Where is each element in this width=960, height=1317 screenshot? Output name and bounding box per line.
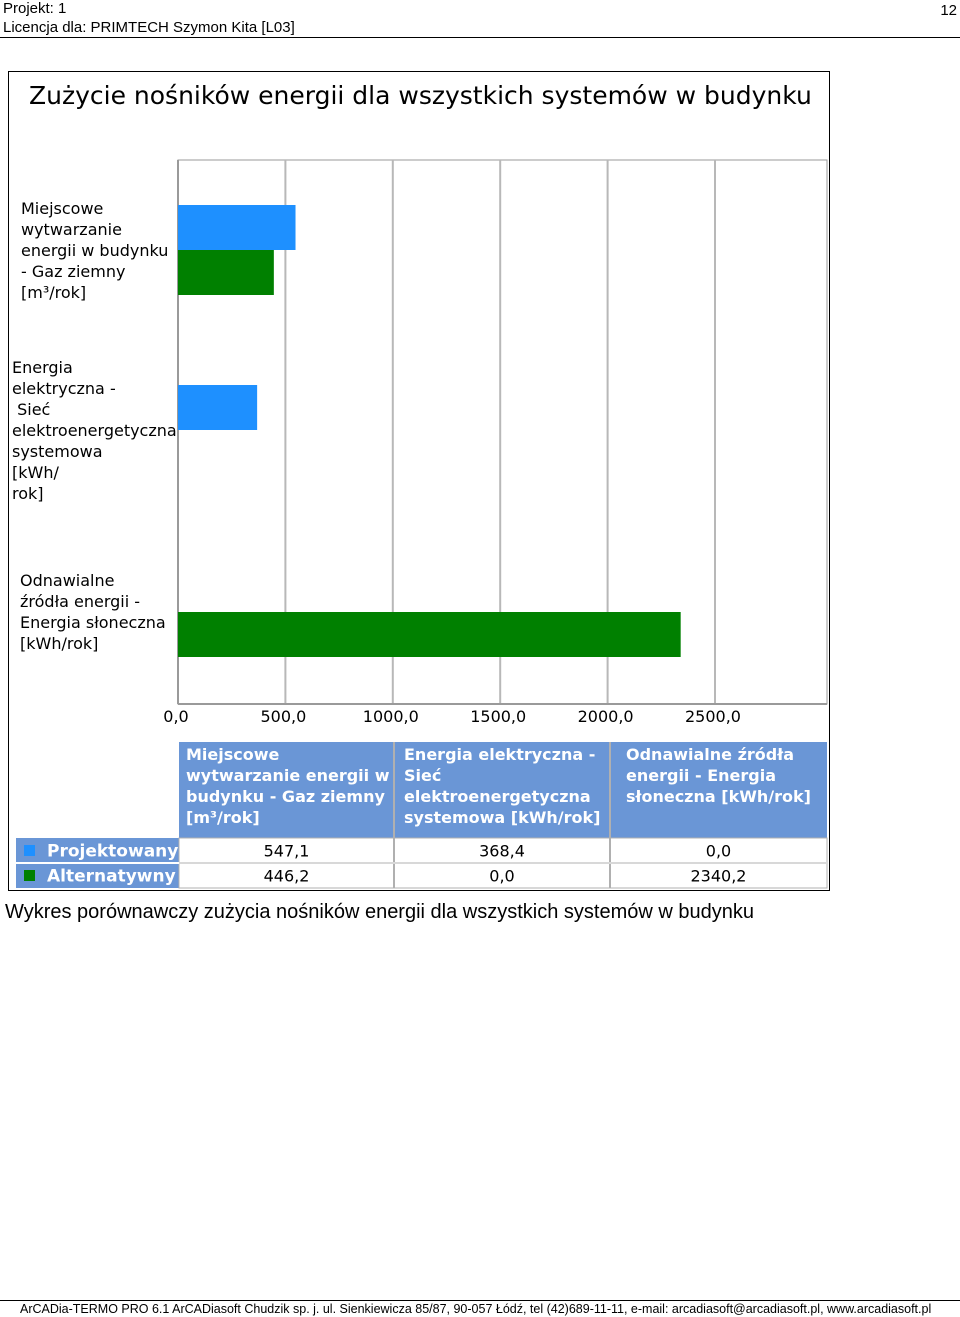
license-label: Licencja dla: PRIMTECH Szymon Kita [L03]	[3, 19, 295, 36]
chart-caption: Wykres porównawczy zużycia nośników energii dla wszystkich systemów w budynku	[5, 901, 754, 923]
category-label-line: systemowa	[12, 442, 103, 461]
chart-frame	[8, 71, 830, 891]
category-label-line: źródła energii -	[20, 592, 141, 611]
table-value: 368,4	[479, 841, 525, 861]
category-label-line: Odnawialne	[20, 571, 115, 590]
table-value: 0,0	[705, 841, 732, 861]
bar-projektowany	[178, 205, 296, 250]
category-label-line: - Gaz ziemny	[21, 262, 126, 281]
table-column-header-line: Energia elektryczna -	[404, 745, 596, 764]
bar-alternatywny	[178, 612, 681, 657]
bar-alternatywny	[178, 250, 274, 295]
legend-swatch-projektowany	[24, 845, 35, 856]
table-column-header-line: systemowa [kWh/rok]	[404, 808, 601, 827]
legend-label: Projektowany	[47, 841, 179, 862]
table-value: 0,0	[489, 866, 515, 886]
project-label: Projekt: 1	[3, 0, 67, 17]
category-label-line: elektroenergetyczna	[12, 421, 177, 440]
table-column-header-line: Miejscowe	[186, 745, 280, 764]
category-label-line: rok]	[12, 484, 44, 503]
category-label	[21, 199, 168, 302]
category-label-line: wytwarzanie	[21, 220, 122, 239]
chart-svg	[9, 72, 831, 892]
legend-label: Alternatywny	[47, 866, 176, 887]
table-value: 446,2	[263, 866, 310, 886]
table-column-header-line: elektroenergetyczna	[404, 787, 591, 806]
table-column-header-line: energii - Energia	[626, 766, 776, 785]
chart-title: Zużycie nośników energii dla wszystkich systemów w budynku	[29, 81, 812, 110]
table-column-header-line: słoneczna [kWh/rok]	[626, 787, 811, 806]
category-label-line: [m³/rok]	[21, 283, 87, 302]
legend-swatch-alternatywny	[24, 870, 35, 881]
category-label-line: Energia słoneczna	[20, 613, 166, 632]
x-tick-label: 1500,0	[470, 707, 527, 726]
category-label-line: elektryczna -	[12, 379, 116, 398]
footer-text: ArCADia-TERMO PRO 6.1 ArCADiasoft Chudzik sp. j. ul. Sienkiewicza 85/87, 90-057 Łódź, tel (42)689-11-11, e-mail: arcadiasoft@arcadiasoft.pl, www.arcadiasoft.pl	[20, 1302, 932, 1316]
table-column-header-line: budynku - Gaz ziemny	[186, 787, 385, 806]
category-label	[20, 571, 166, 653]
header-divider	[0, 37, 960, 38]
x-tick-label: 2500,0	[685, 707, 741, 726]
table-column-header-line: Sieć	[404, 766, 442, 785]
category-label-line: [kWh/rok]	[20, 634, 99, 653]
x-tick-label: 1000,0	[362, 707, 419, 726]
table-value: 547,1	[263, 841, 310, 861]
category-label-line: energii w budynku	[21, 241, 169, 260]
page-number: 12	[940, 2, 957, 19]
category-label-line: Energia	[12, 358, 73, 377]
table-value: 2340,2	[690, 866, 747, 886]
category-label-line: [kWh/	[12, 463, 59, 482]
category-label-line: Miejscowe	[21, 199, 104, 218]
table-column-header-line: wytwarzanie energii w	[186, 766, 390, 785]
x-tick-label: 2000,0	[577, 707, 634, 726]
table-column-header-line: [m³/rok]	[186, 808, 260, 827]
table-column-header-line: Odnawialne źródła	[626, 745, 794, 764]
x-tick-label: 0,0	[163, 707, 189, 726]
bar-projektowany	[178, 385, 257, 430]
category-label	[12, 358, 177, 503]
x-tick-label: 500,0	[260, 707, 307, 726]
category-label-line: Sieć	[12, 400, 51, 419]
